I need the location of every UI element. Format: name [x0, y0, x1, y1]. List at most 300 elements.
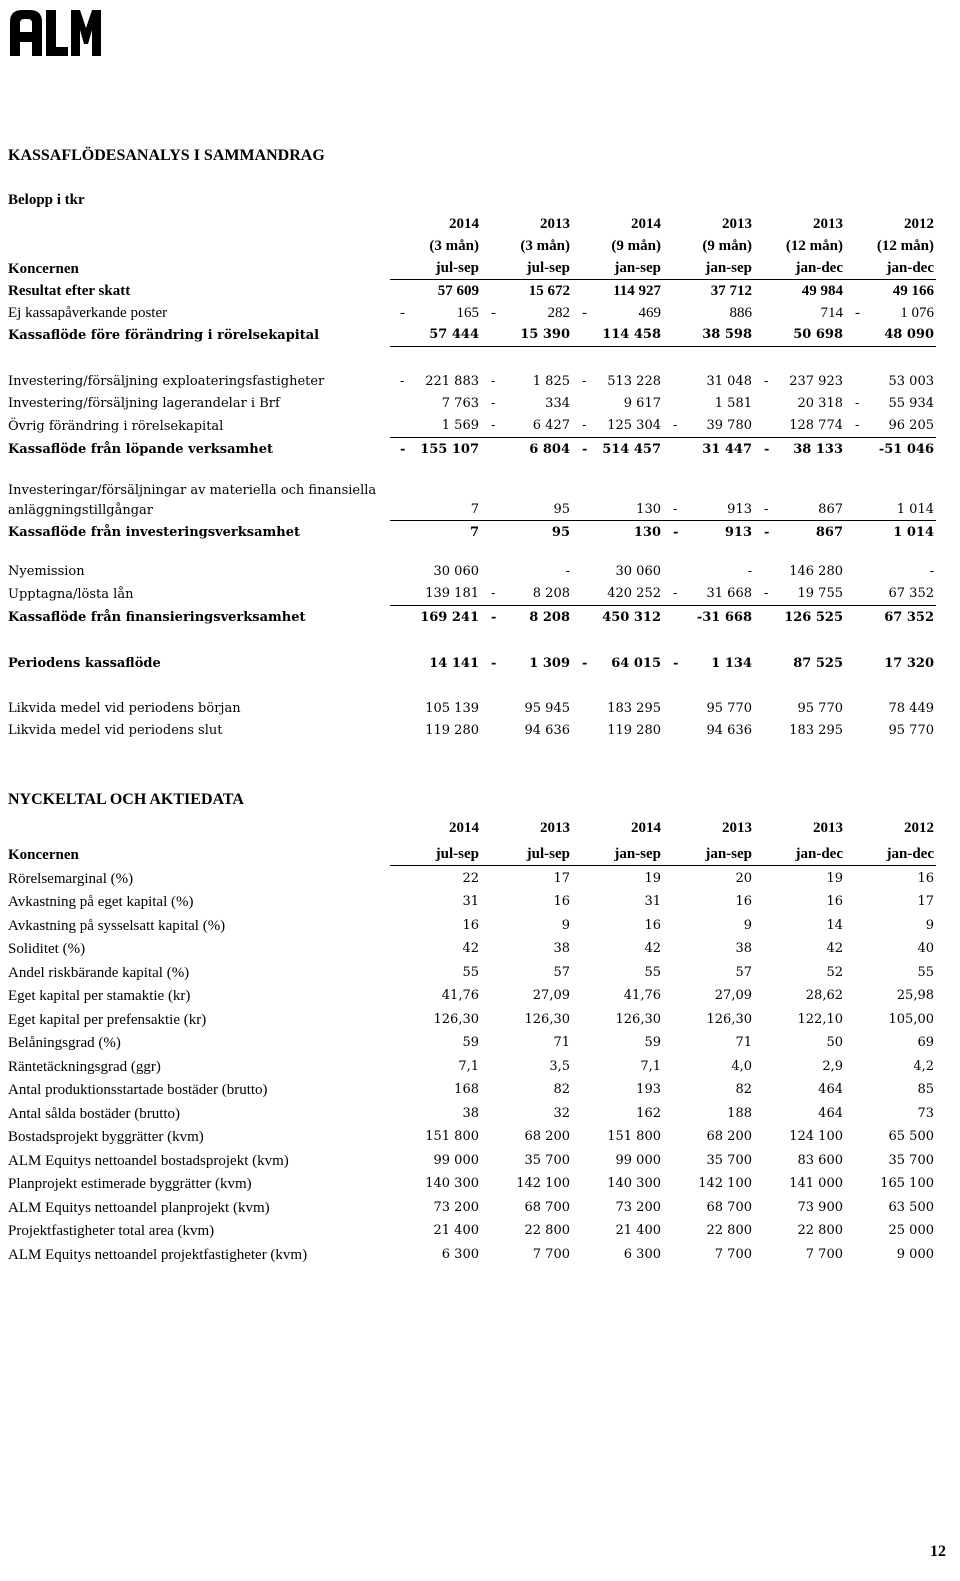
spacer-cell — [8, 676, 936, 698]
value: - — [929, 564, 934, 579]
value: 420 252 — [607, 586, 661, 601]
minus-sign: - — [855, 418, 860, 433]
value: 9 617 — [623, 396, 661, 411]
spacer-row — [8, 347, 936, 372]
value: 165 — [456, 305, 479, 321]
value: 15 672 — [528, 283, 570, 299]
row-label: Eget kapital per stamaktie (kr) — [8, 988, 191, 1004]
value-cell: 22 — [462, 870, 479, 886]
header-cell: jan-dec — [845, 257, 936, 280]
header-cell: jan-sep — [663, 843, 754, 866]
minus-sign: - — [491, 656, 497, 671]
minus-sign: - — [491, 374, 496, 389]
spacer-cell — [8, 347, 936, 372]
value-cell — [663, 393, 754, 415]
value: 867 — [815, 525, 843, 540]
spacer-cell — [8, 545, 936, 561]
header-label — [8, 235, 390, 257]
value-cell: 21 400 — [433, 1223, 479, 1238]
table-row — [8, 866, 936, 890]
row-label: Investering/försäljning lagerandelar i Brf — [8, 396, 280, 411]
value-cell: 14 — [826, 917, 843, 933]
value-cell: 7 700 — [532, 1246, 570, 1262]
value-cell: 22 800 — [524, 1223, 570, 1238]
value-cell — [663, 521, 754, 546]
value-cell — [390, 280, 481, 303]
value-cell — [754, 415, 845, 438]
value: 146 280 — [789, 564, 843, 579]
value-cell — [572, 280, 663, 303]
value: 469 — [638, 305, 661, 321]
value-cell: 59 — [644, 1035, 661, 1050]
value-cell: 42 — [644, 941, 661, 956]
header-cell: 2013 — [722, 820, 752, 836]
header-label — [8, 817, 390, 839]
value: 126 525 — [784, 610, 843, 625]
value-cell: 55 — [644, 964, 661, 980]
table-row — [8, 1007, 936, 1031]
row-label: ALM Equitys nettoandel bostadsprojekt (kvm) — [8, 1152, 289, 1169]
value-cell: 25 000 — [888, 1223, 934, 1238]
value: 1 014 — [896, 502, 934, 517]
value-cell — [663, 324, 754, 347]
value: 30 060 — [433, 564, 479, 579]
value: 1 309 — [529, 656, 570, 671]
value-cell: 140 300 — [425, 1176, 479, 1191]
value-cell — [572, 720, 663, 742]
value: 53 003 — [888, 374, 934, 389]
value-cell: 63 500 — [888, 1199, 934, 1215]
value-cell: 7,1 — [640, 1058, 661, 1074]
header-cell: (3 mån) — [520, 238, 570, 254]
header-cell: jul-sep — [481, 843, 572, 866]
row-label: Avkastning på eget kapital (%) — [8, 894, 194, 910]
value-cell — [754, 476, 845, 521]
value: -51 046 — [878, 442, 934, 457]
header-row — [8, 257, 936, 280]
row-label: Kassaflöde från investeringsverksamhet — [8, 525, 300, 540]
table-row — [8, 890, 936, 914]
row-label: Resultat efter skatt — [8, 283, 131, 299]
value-cell — [390, 415, 481, 438]
value: 55 934 — [888, 396, 934, 411]
minus-sign: - — [400, 374, 405, 389]
value-cell: 38 — [462, 1105, 479, 1121]
value: 334 — [545, 396, 570, 411]
value: 95 — [553, 502, 570, 517]
row-label: ALM Equitys nettoandel planprojekt (kvm) — [8, 1199, 270, 1216]
value-cell: 188 — [727, 1105, 752, 1121]
value: 867 — [818, 502, 843, 517]
table-row — [8, 960, 936, 984]
table-row — [8, 720, 936, 742]
value-cell: 40 — [917, 941, 934, 956]
value-cell — [481, 561, 572, 583]
minus-sign: - — [764, 525, 770, 540]
value-cell: 38 — [553, 941, 570, 956]
value-cell — [663, 438, 754, 463]
value-cell: 168 — [454, 1082, 479, 1097]
value-cell: 32 — [553, 1105, 570, 1121]
row-label: Nyemission — [8, 564, 85, 579]
value: 8 208 — [529, 610, 570, 625]
value: 913 — [727, 502, 752, 517]
value: 221 883 — [425, 374, 479, 389]
value-cell: 17 — [553, 870, 570, 886]
header-cell: jan-dec — [845, 843, 936, 866]
header-label: Koncernen — [8, 260, 79, 277]
value-cell: 27,09 — [714, 988, 752, 1003]
value-cell: 42 — [462, 941, 479, 956]
table-row — [8, 1078, 936, 1102]
value: 57 609 — [437, 283, 479, 299]
value-cell: 4,0 — [731, 1058, 752, 1074]
value-cell: 16 — [917, 870, 934, 886]
value-cell: 7 700 — [714, 1246, 752, 1262]
table-row — [8, 324, 936, 347]
value-cell — [481, 393, 572, 415]
row-label: Soliditet (%) — [8, 941, 86, 957]
table-row — [8, 1172, 936, 1196]
value-cell — [481, 583, 572, 606]
row-label: Investeringar/försäljningar av materiella och finansiella anläggningstillgångar — [8, 482, 377, 518]
value: 94 636 — [524, 723, 570, 738]
value-cell: 31 — [462, 894, 479, 909]
value-cell — [481, 476, 572, 521]
value: 1 134 — [711, 656, 752, 671]
minus-sign: - — [582, 374, 587, 389]
value-cell — [390, 393, 481, 415]
header-cell: 2013 — [813, 820, 843, 836]
value: 130 — [633, 525, 661, 540]
value-cell: 126,30 — [615, 1011, 661, 1027]
value-cell — [663, 302, 754, 324]
value-cell — [845, 438, 936, 463]
value-cell — [845, 302, 936, 324]
table-row — [8, 583, 936, 606]
value: 31 048 — [706, 374, 752, 389]
value-cell — [390, 521, 481, 546]
value-cell — [572, 583, 663, 606]
value-cell — [845, 652, 936, 676]
value-cell: 464 — [818, 1105, 843, 1121]
table-row — [8, 984, 936, 1008]
table-row — [8, 1148, 936, 1172]
value-cell: 71 — [553, 1035, 570, 1050]
row-label: Projektfastigheter total area (kvm) — [8, 1223, 215, 1239]
header-cell: jul-sep — [481, 257, 572, 280]
value-cell: 27,09 — [532, 988, 570, 1003]
header-row — [8, 235, 936, 257]
minus-sign: - — [855, 396, 860, 411]
value: 95 — [551, 525, 570, 540]
value: 128 774 — [789, 418, 843, 433]
header-label — [8, 213, 390, 235]
value: 130 — [636, 502, 661, 517]
value-cell: 19 — [644, 870, 661, 886]
value: 886 — [729, 305, 752, 321]
table-row — [8, 476, 936, 521]
value-cell — [845, 324, 936, 347]
header-cell: (12 mån) — [876, 238, 934, 254]
value-cell: 21 400 — [615, 1223, 661, 1238]
value-cell — [845, 606, 936, 631]
table-row — [8, 393, 936, 415]
value: 38 598 — [702, 327, 752, 342]
value: 1 014 — [893, 525, 934, 540]
value-cell — [572, 415, 663, 438]
value-cell: 9 — [925, 917, 934, 933]
value: 31 668 — [706, 586, 752, 601]
value-cell: 42 — [826, 941, 843, 956]
minus-sign: - — [400, 442, 406, 457]
value: 48 090 — [884, 327, 934, 342]
value-cell — [663, 280, 754, 303]
value-cell: 16 — [553, 894, 570, 909]
value-cell — [481, 324, 572, 347]
value-cell — [663, 720, 754, 742]
value-cell — [754, 698, 845, 720]
value-cell: 2,9 — [822, 1058, 843, 1074]
table-row — [8, 371, 936, 393]
value-cell: 193 — [636, 1082, 661, 1097]
value-cell: 28,62 — [805, 988, 843, 1003]
header-row — [8, 817, 936, 839]
row-label: Eget kapital per prefensaktie (kr) — [8, 1011, 207, 1028]
value: 95 945 — [524, 701, 570, 716]
value-cell — [481, 371, 572, 393]
value: 96 205 — [888, 418, 934, 433]
value-cell — [390, 324, 481, 347]
value: 49 984 — [801, 283, 843, 299]
value-cell: 105,00 — [888, 1011, 934, 1027]
value: 1 825 — [532, 374, 570, 389]
header-cell: (9 mån) — [702, 238, 752, 254]
value: 114 927 — [613, 283, 661, 299]
value-cell: 71 — [735, 1035, 752, 1050]
table-row — [8, 561, 936, 583]
minus-sign: - — [673, 418, 678, 433]
minus-sign: - — [582, 305, 587, 321]
row-label: Bostadsprojekt byggrätter (kvm) — [8, 1129, 204, 1145]
value-cell — [390, 652, 481, 676]
minus-sign: - — [764, 502, 769, 517]
row-label: Övrig förändring i rörelsekapital — [8, 418, 224, 434]
value: - — [565, 564, 570, 579]
value-cell: 99 000 — [615, 1152, 661, 1168]
table-row — [8, 1219, 936, 1243]
value-cell — [754, 280, 845, 303]
table-row — [8, 1031, 936, 1055]
value-cell: 140 300 — [607, 1176, 661, 1191]
value-cell — [572, 393, 663, 415]
minus-sign: - — [400, 305, 405, 321]
value-cell — [754, 302, 845, 324]
row-label: Ej kassapåverkande poster — [8, 305, 168, 321]
spacer-row — [8, 676, 936, 698]
value: 95 770 — [706, 701, 752, 716]
value-cell — [390, 606, 481, 631]
value-cell: 68 200 — [706, 1129, 752, 1144]
value-cell — [663, 561, 754, 583]
table-row — [8, 1195, 936, 1219]
value: 17 320 — [884, 656, 934, 671]
row-label: Räntetäckningsgrad (ggr) — [8, 1058, 161, 1075]
value-cell — [754, 371, 845, 393]
row-label: Antal sålda bostäder (brutto) — [8, 1105, 181, 1122]
value: 183 295 — [607, 701, 661, 716]
value-cell: 7 700 — [805, 1246, 843, 1262]
value: 450 312 — [602, 610, 661, 625]
minus-sign: - — [764, 586, 769, 601]
value-cell — [572, 561, 663, 583]
value-cell — [663, 652, 754, 676]
value: 125 304 — [607, 418, 661, 433]
value-cell: 165 100 — [880, 1176, 934, 1191]
table-row — [8, 280, 936, 303]
value-cell: 55 — [462, 964, 479, 980]
cashflow-table — [8, 213, 936, 742]
value-cell: 73 — [917, 1105, 934, 1121]
value-cell: 17 — [917, 894, 934, 909]
value-cell — [845, 393, 936, 415]
minus-sign: - — [855, 305, 860, 321]
alm-logo-mark — [10, 8, 102, 56]
value-cell — [481, 280, 572, 303]
value: 87 525 — [793, 656, 843, 671]
value-cell — [572, 371, 663, 393]
value-cell — [572, 302, 663, 324]
value: 30 060 — [615, 564, 661, 579]
value-cell: 16 — [826, 894, 843, 909]
value-cell — [845, 371, 936, 393]
value-cell: 19 — [826, 870, 843, 886]
value-cell: 73 900 — [797, 1199, 843, 1215]
table-row — [8, 1054, 936, 1078]
value-cell — [754, 561, 845, 583]
row-label: Kassaflöde från löpande verksamhet — [8, 442, 274, 457]
value-cell: 68 700 — [524, 1199, 570, 1215]
value: 64 015 — [611, 656, 661, 671]
value-cell: 82 — [735, 1082, 752, 1097]
value-cell — [572, 606, 663, 631]
value-cell: 73 200 — [615, 1199, 661, 1215]
value-cell — [572, 652, 663, 676]
value-cell — [481, 606, 572, 631]
row-label: Andel riskbärande kapital (%) — [8, 964, 190, 981]
value-cell — [390, 698, 481, 720]
value: 7 763 — [441, 396, 479, 411]
minus-sign: - — [673, 525, 679, 540]
value-cell — [390, 583, 481, 606]
value-cell — [845, 720, 936, 742]
value-cell — [481, 652, 572, 676]
value-cell: 22 800 — [797, 1223, 843, 1238]
header-cell: jan-sep — [663, 257, 754, 280]
value: 7 — [470, 502, 479, 517]
value-cell: 22 800 — [706, 1223, 752, 1238]
value-cell — [845, 476, 936, 521]
value-cell: 59 — [462, 1035, 479, 1050]
value: 50 698 — [793, 327, 843, 342]
value-cell — [481, 438, 572, 463]
value-cell — [754, 583, 845, 606]
value-cell: 124 100 — [789, 1129, 843, 1144]
header-cell: 2014 — [449, 820, 479, 836]
value-cell: 68 700 — [706, 1199, 752, 1215]
value-cell — [754, 606, 845, 631]
value: 78 449 — [888, 701, 934, 716]
value: 14 141 — [429, 656, 479, 671]
value-cell — [845, 583, 936, 606]
value-cell — [845, 280, 936, 303]
value-cell: 6 300 — [441, 1246, 479, 1262]
table-row — [8, 1101, 936, 1125]
value-cell — [572, 324, 663, 347]
value-cell: 9 — [743, 917, 752, 933]
minus-sign: - — [764, 442, 770, 457]
page-number: 12 — [930, 1543, 946, 1560]
table-row — [8, 937, 936, 961]
value-cell: 35 700 — [706, 1152, 752, 1168]
header-cell: jul-sep — [390, 843, 481, 866]
row-label: Rörelsemarginal (%) — [8, 870, 134, 887]
value-cell: 16 — [462, 917, 479, 933]
value-cell — [390, 438, 481, 463]
minus-sign: - — [491, 396, 496, 411]
value-cell — [663, 371, 754, 393]
row-label: Kassaflöde före förändring i rörelsekapital — [8, 327, 320, 343]
value: 94 636 — [706, 723, 752, 738]
value: 37 712 — [710, 283, 752, 299]
value-cell — [845, 415, 936, 438]
header-cell: jul-sep — [390, 257, 481, 280]
table-row — [8, 438, 936, 463]
value: 7 — [469, 525, 479, 540]
header-cell: jan-sep — [572, 843, 663, 866]
row-label: Planprojekt estimerade byggrätter (kvm) — [8, 1176, 252, 1192]
value-cell: 151 800 — [425, 1129, 479, 1144]
value-cell: 6 300 — [623, 1246, 661, 1262]
row-label: Likvida medel vid periodens början — [8, 701, 241, 716]
value-cell — [754, 521, 845, 546]
value-cell: 3,5 — [549, 1058, 570, 1074]
value-cell: 464 — [818, 1082, 843, 1097]
header-cell: 2012 — [904, 820, 934, 836]
header-cell: 2013 — [813, 216, 843, 232]
header-cell: 2014 — [449, 216, 479, 232]
value: 1 581 — [714, 396, 752, 411]
value-cell: 126,30 — [433, 1011, 479, 1027]
section-title-cashflow: KASSAFLÖDESANALYS I SAMMANDRAG — [8, 147, 325, 164]
value: 95 770 — [888, 723, 934, 738]
value-cell: 16 — [644, 917, 661, 933]
header-cell: (12 mån) — [785, 238, 843, 254]
header-cell: jan-dec — [754, 843, 845, 866]
table-row — [8, 302, 936, 324]
value-cell: 35 700 — [888, 1152, 934, 1168]
spacer-cell — [8, 630, 936, 652]
table-row — [8, 913, 936, 937]
table-row — [8, 1242, 936, 1266]
value: 67 352 — [884, 610, 934, 625]
value: 169 241 — [420, 610, 479, 625]
minus-sign: - — [491, 610, 497, 625]
value-cell: 99 000 — [433, 1152, 479, 1168]
header-cell: 2014 — [631, 820, 661, 836]
value-cell — [754, 393, 845, 415]
value-cell: 69 — [917, 1035, 934, 1050]
